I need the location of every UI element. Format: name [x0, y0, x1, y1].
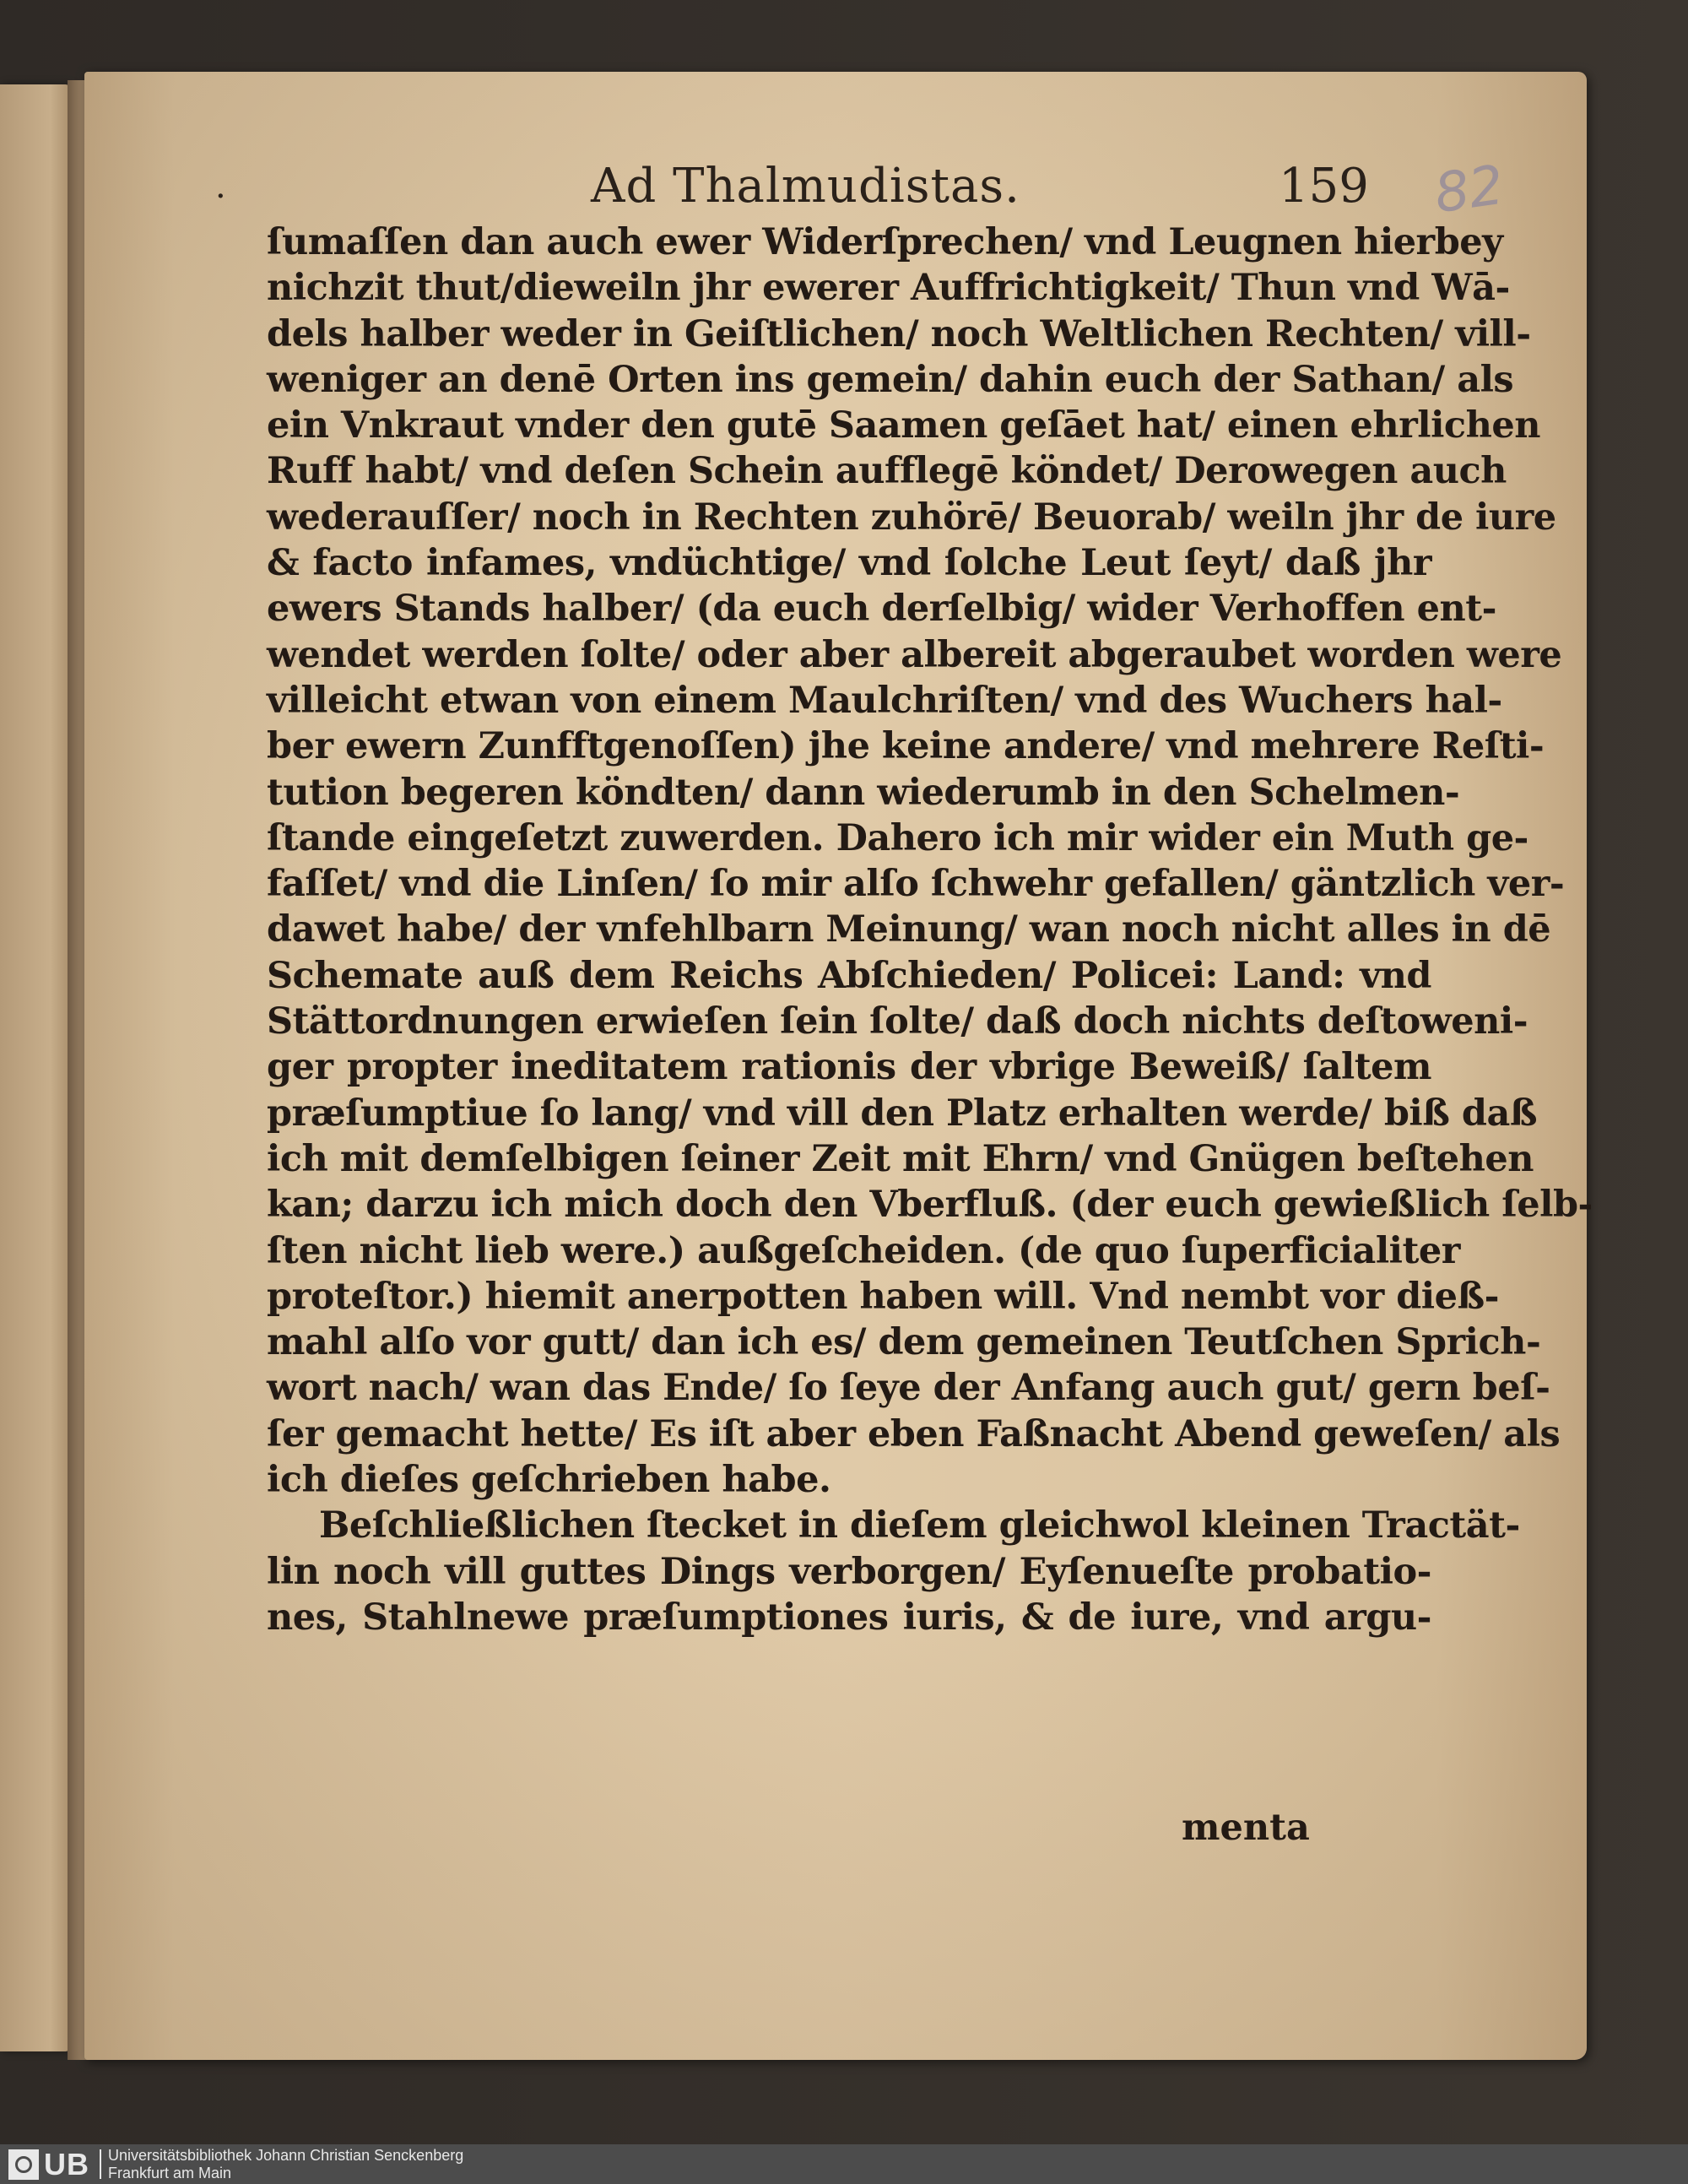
- text-line: faſſet/ vnd die Linſen/ ſo mir alſo ſchwehr gefallen/ gäntzlich ver-: [267, 863, 1565, 906]
- text-line: kan; darzu ich mich doch den Vberfluß. (der euch gewießlich ſelb-: [267, 1184, 1593, 1227]
- text-line: dawet habe/ der vnfehlbarn Meinung/ wan noch nicht alles in dē: [267, 908, 1551, 951]
- text-line: ſten nicht lieb were.) außgeſcheiden. (de quo ſuperficialiter: [267, 1229, 1460, 1272]
- text-line: ber ewern Zunfftgenoſſen) jhe keine andere/ vnd mehrere Reſti-: [267, 725, 1545, 768]
- body-text: [267, 219, 1593, 1640]
- text-line: wort nach/ wan das Ende/ ſo ſeye der Anfang auch gut/ gern beſ-: [267, 1367, 1550, 1410]
- text-line: wederauſſer/ noch in Rechten zuhörē/ Beuorab/ weiln jhr de iure: [267, 496, 1556, 539]
- text-line: Stättordnungen erwieſen ſein ſolte/ daß doch nichts deſtoweni-: [267, 1000, 1528, 1043]
- library-footer: [0, 2144, 1688, 2184]
- text-line: ich mit demſelbigen ſeiner Zeit mit Ehrn/ vnd Gnügen beſtehen: [267, 1137, 1534, 1180]
- text-line: ſumaſſen dan auch ewer Widerſprechen/ vnd Leugnen hierbey: [267, 221, 1503, 263]
- ub-logo[interactable]: [8, 2148, 100, 2181]
- archive-mark: 82: [1431, 154, 1508, 226]
- text-line: nes, Stahlnewe præſumptiones iuris, & de iure, vnd argu-: [267, 1596, 1431, 1639]
- library-name: [108, 2147, 463, 2182]
- text-line: Ruff habt/ vnd deſen Schein aufflegē köndet/ Derowegen auch: [267, 450, 1507, 493]
- text-line: ewers Stands halber/ (da euch derſelbig/ wider Verhoffen ent-: [267, 588, 1496, 631]
- running-head: Ad Thalmudistas.: [591, 159, 1020, 214]
- text-line: præſumptiue ſo lang/ vnd vill den Platz erhalten werde/ biß daß: [267, 1092, 1537, 1135]
- page-dot: ·: [215, 177, 226, 216]
- text-line: proteſtor.) hiemit anerpotten haben will. Vnd nembt vor dieß-: [267, 1275, 1499, 1318]
- text-line: Beſchließlichen ſtecket in dieſem gleichwol kleinen Tractät-: [319, 1504, 1520, 1547]
- text-line: villeicht etwan von einem Maulchriſten/ vnd des Wuchers hal-: [267, 679, 1502, 722]
- text-line: nichzit thut/dieweiln jhr ewerer Auffrichtigkeit/ Thun vnd Wā-: [267, 267, 1510, 310]
- left-page-edge: [0, 84, 72, 2051]
- library-name-line-2: Frankfurt am Main: [108, 2165, 232, 2181]
- book-page: [84, 72, 1593, 2060]
- text-line: tution begeren köndten/ dann wiederumb in den Schelmen-: [267, 771, 1460, 814]
- footer-divider: [100, 2149, 101, 2179]
- text-line: ſtande eingeſetzt zuwerden. Dahero ich mir wider ein Muth ge-: [267, 816, 1528, 859]
- text-line: weniger an denē Orten ins gemein/ dahin euch der Sathan/ als: [267, 358, 1514, 401]
- text-line: wendet werden ſolte/ oder aber albereit abgeraubet worden were: [267, 633, 1562, 676]
- text-line: ich dieſes geſchrieben habe.: [267, 1459, 831, 1502]
- ub-logo-icon: [8, 2149, 39, 2180]
- text-line: ſer gemacht hette/ Es iſt aber eben Faßnacht Abend geweſen/ als: [267, 1412, 1561, 1455]
- ub-logo-text: UB: [44, 2146, 89, 2181]
- library-name-line-1: Universitätsbibliothek Johann Christian Senckenberg: [108, 2147, 464, 2164]
- text-line: & facto infames, vndüchtige/ vnd ſolche Leut ſeyt/ daß jhr: [267, 542, 1431, 585]
- text-line: dels halber weder in Geiſtlichen/ noch Weltlichen Rechten/ vill-: [267, 312, 1531, 355]
- page-number: 159: [1279, 159, 1369, 214]
- text-line: lin noch vill guttes Dings verborgen/ Eyſenueſte probatio-: [267, 1550, 1431, 1593]
- text-line: ger propter ineditatem rationis der vbrige Beweiß/ ſaltem: [267, 1046, 1431, 1089]
- catchword: menta: [1182, 1807, 1310, 1849]
- text-line: ein Vnkraut vnder den gutē Saamen geſāet hat/ einen ehrlichen: [267, 404, 1540, 447]
- text-line: mahl alſo vor gutt/ dan ich es/ dem gemeinen Teutſchen Sprich-: [267, 1321, 1541, 1364]
- text-line: Schemate auß dem Reichs Abſchieden/ Policei: Land: vnd: [267, 954, 1431, 997]
